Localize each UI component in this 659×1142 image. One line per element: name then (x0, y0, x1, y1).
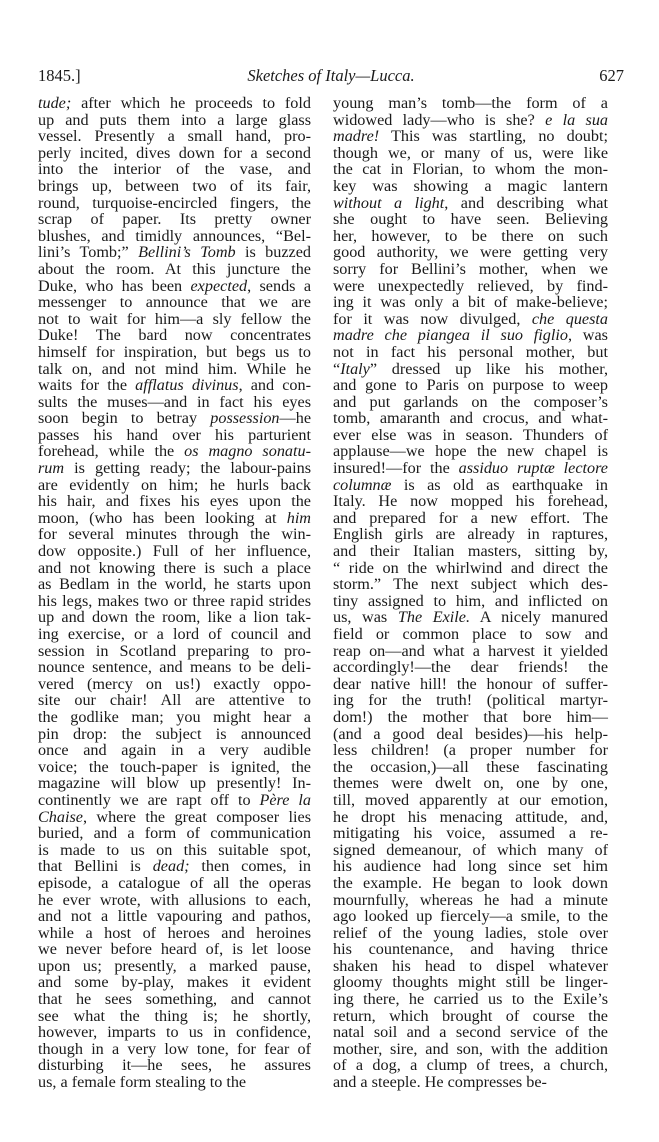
text-line (38, 327, 311, 344)
line-text: his audience had long since set him (333, 857, 608, 876)
line-text: ing for the truth! (political martyr- (333, 691, 608, 710)
text-line (38, 427, 311, 444)
text-line (38, 195, 311, 212)
line-text: messenger to announce that we are (38, 293, 311, 312)
line-text: forehead, while the (38, 442, 185, 461)
text-line (333, 443, 608, 460)
text-line (333, 626, 608, 643)
text-line (333, 228, 608, 245)
text-line (38, 825, 311, 842)
italic-text: expected (190, 276, 248, 295)
line-text: into the interior of the vase, and (38, 160, 311, 179)
text-line (333, 974, 608, 991)
text-line (333, 311, 608, 328)
text-line (333, 842, 608, 859)
line-text: and a steeple. He compresses be- (333, 1073, 547, 1092)
line-text: accordingly!—the dear friends! the (333, 658, 608, 677)
text-line (333, 709, 608, 726)
right-column (333, 95, 608, 1091)
line-text: the occasion,)—all these fascinating (333, 757, 608, 776)
line-text: and prepared for a new effort. The (333, 508, 608, 527)
text-line (38, 775, 311, 792)
italic-text: tude; (38, 94, 72, 112)
text-line (38, 211, 311, 228)
text-line (38, 875, 311, 892)
text-line (333, 609, 608, 626)
line-text: , where the great composer lies (82, 807, 311, 826)
line-text: ago looked up fiercely—a smile, to the (333, 907, 608, 926)
line-text: magazine will blow up presently! In- (38, 774, 311, 793)
line-text: is buzzed (235, 243, 311, 262)
line-text: scrap of paper. Its pretty owner (38, 210, 311, 229)
italic-text: Bellini’s Tomb (138, 243, 236, 262)
left-column (38, 95, 311, 1091)
header-title: Sketches of Italy—Lucca. (247, 66, 415, 85)
text-line (38, 974, 311, 991)
line-text: Duke, who has been (38, 276, 191, 295)
line-text: relief of the young ladies, stole over (333, 923, 608, 942)
text-line (333, 344, 608, 361)
line-text: lini’s Tomb;” (38, 243, 139, 262)
line-text: episode, a catalogue of all the operas (38, 873, 311, 892)
text-line (333, 377, 608, 394)
line-text: then comes, in (189, 857, 311, 876)
text-line (38, 609, 311, 626)
text-line (38, 676, 311, 693)
text-line (38, 128, 311, 145)
text-line (38, 593, 311, 610)
text-line (333, 593, 608, 610)
text-line (38, 543, 311, 560)
line-text: “ (333, 359, 341, 378)
text-line (38, 626, 311, 643)
text-line (38, 443, 311, 460)
line-text: soon begin to betray (38, 409, 211, 428)
line-text: dom!) the mother that bore him— (333, 707, 608, 726)
line-text: “ ride on the whirlwind and direct the (333, 558, 608, 577)
line-text: is as old as earthquake in (391, 475, 608, 494)
line-text: his hair, and fixes his eyes upon the (38, 492, 311, 511)
line-text: that Bellini is (38, 857, 153, 876)
text-line (38, 858, 311, 875)
line-text: mournfully, whereas he had a minute (333, 890, 608, 909)
line-text: and gone to Paris on purpose to weep (333, 376, 608, 395)
line-text: reap on—and what a harvest it yielded (333, 641, 608, 660)
line-text: see what the thing is; he shortly, (38, 1006, 311, 1025)
line-text: session in Scotland preparing to pro- (38, 641, 311, 660)
page-number: 627 (599, 66, 624, 85)
text-line (333, 327, 608, 344)
line-text: and some by-play, makes it evident (38, 973, 311, 992)
italic-text: os magno sonatu- (184, 442, 311, 461)
line-text: , and describing what (444, 193, 608, 212)
text-line (333, 1041, 608, 1058)
text-line (38, 510, 311, 527)
line-text: his countenance, and having thrice (333, 940, 608, 959)
line-text: his legs, makes two or three rapid strides (38, 591, 311, 610)
line-text: shaken his head to dispel whatever (333, 956, 608, 975)
line-text: dow opposite.) Full of her influence, (38, 542, 311, 561)
text-line (333, 493, 608, 510)
line-text: the cat in Florian, to whom the mon- (333, 160, 608, 179)
text-line (38, 377, 311, 394)
text-line (38, 1074, 311, 1091)
line-text: once and again in a very audible (38, 741, 311, 760)
text-line (38, 145, 311, 162)
line-text: , and con- (238, 376, 311, 395)
line-text: English girls are already in raptures, (333, 525, 608, 544)
line-text: and not knowing there is such a place (38, 558, 311, 577)
text-line (38, 228, 311, 245)
line-text: vered (mercy on us!) exactly oppo- (38, 674, 311, 693)
line-text: This was startling, no doubt; (379, 127, 608, 146)
text-line (38, 294, 311, 311)
line-text: A nicely manured (470, 608, 608, 627)
text-line (38, 1008, 311, 1025)
line-text: not in fact his personal mother, but (333, 342, 608, 361)
text-line (38, 576, 311, 593)
line-text: and put garlands on the composer’s (333, 392, 608, 411)
line-text: are evidently on him; he hurls back (38, 475, 311, 494)
line-text: about the room. At this juncture the (38, 259, 311, 278)
text-line (38, 692, 311, 709)
text-line (38, 410, 311, 427)
line-text: —he (279, 409, 311, 428)
text-line (333, 477, 608, 494)
text-line (333, 742, 608, 759)
text-line (38, 759, 311, 776)
line-text: though we, or many of us, were like (333, 143, 608, 162)
line-text: for it was now divulged, (333, 309, 532, 328)
text-line (333, 792, 608, 809)
text-line (38, 941, 311, 958)
line-text: young man’s tomb—the form of a (333, 94, 608, 112)
italic-text: rum (38, 459, 65, 478)
text-line (333, 825, 608, 842)
text-line (333, 941, 608, 958)
line-text: key was showing a magic lantern (333, 176, 608, 195)
text-line (38, 161, 311, 178)
line-text: we never before heard of, is let loose (38, 940, 311, 959)
line-text: insured!—for the (333, 459, 459, 478)
line-text: up and puts them into a large glass (38, 110, 311, 129)
line-text: of a dog, a clump of trees, a church, (333, 1056, 608, 1075)
text-line (333, 394, 608, 411)
text-line (38, 560, 311, 577)
line-text: Italy. He now mopped his forehead, (333, 492, 608, 511)
line-text: moon, (who has been looking at (38, 508, 287, 527)
italic-text: afflatus divinus (135, 376, 239, 395)
text-line (333, 278, 608, 295)
text-line (333, 543, 608, 560)
text-line (333, 759, 608, 776)
text-line (333, 858, 608, 875)
text-line (333, 1024, 608, 1041)
line-text: she ought to have seen. Believing (333, 210, 608, 229)
line-text: were unexpectedly relieved, by find- (333, 276, 608, 295)
line-text: mother, sire, and son, with the addition (333, 1039, 608, 1058)
text-line (333, 244, 608, 261)
line-text: , sends a (247, 276, 311, 295)
line-text: up and down the room, like a lion tak- (38, 608, 311, 627)
line-text: mitigating his voice, assumed a re- (333, 824, 608, 843)
line-text: passes his hand over his parturient (38, 425, 311, 444)
text-line (38, 809, 311, 826)
line-text: waits for the (38, 376, 136, 395)
header-date: 1845.] (38, 66, 81, 85)
line-text: upon us; presently, a marked pause, (38, 956, 311, 975)
line-text: ing it was only a bit of make-believe; (333, 293, 608, 312)
line-text: and not a little vapouring and pathos, (38, 907, 311, 926)
line-text: round, turquoise-encircled fingers, the (38, 193, 311, 212)
line-text: however, imparts to us in confidence, (38, 1023, 311, 1042)
text-line (333, 112, 608, 129)
text-line (38, 344, 311, 361)
text-line (333, 211, 608, 228)
line-text: dear native hill! the honour of suffer- (333, 674, 608, 693)
italic-text: che questa (531, 309, 608, 328)
text-line (333, 925, 608, 942)
line-text: voice; the touch-paper is ignited, the (38, 757, 311, 776)
line-text: himself for inspiration, but begs us to (38, 342, 311, 361)
line-text: ing there, he carried us to the Exile’s (333, 990, 608, 1009)
text-line (333, 809, 608, 826)
italic-text: assiduo ruptæ lectore (458, 459, 608, 478)
text-line (333, 726, 608, 743)
text-line (333, 692, 608, 709)
line-text: is made to us on this suitable spot, (38, 840, 311, 859)
line-text: themes were dwelt on, one by one, (333, 774, 608, 793)
line-text: sorry for Bellini’s mother, when we (333, 259, 608, 278)
italic-text: possession (210, 409, 280, 428)
text-line (38, 493, 311, 510)
line-text: is getting ready; the labour-pains (64, 459, 311, 478)
text-line (333, 195, 608, 212)
text-line (38, 892, 311, 909)
line-text: for several minutes through the win- (38, 525, 311, 544)
text-line (38, 178, 311, 195)
line-text: widowed lady—who is she? (333, 110, 546, 129)
text-line (38, 1057, 311, 1074)
text-line (333, 659, 608, 676)
text-line (333, 460, 608, 477)
line-text: till, moved apparently at our emotion, (333, 790, 608, 809)
line-text: less children! (a proper number for (333, 741, 608, 760)
text-line (38, 244, 311, 261)
line-text: the example. He began to look down (333, 873, 608, 892)
text-line (38, 842, 311, 859)
text-line (38, 742, 311, 759)
line-text: while a host of heroes and heroines (38, 923, 311, 942)
text-line (333, 1074, 608, 1091)
line-text: he ever wrote, with allusions to each, (38, 890, 311, 909)
text-line (333, 775, 608, 792)
text-line (38, 1024, 311, 1041)
text-line (333, 643, 608, 660)
text-line (333, 892, 608, 909)
text-line (38, 477, 311, 494)
line-text: pin drop: the subject is announced (38, 724, 311, 743)
text-line (38, 278, 311, 295)
line-text: talk on, and not mind him. While he (38, 359, 311, 378)
text-line (333, 410, 608, 427)
line-text: ever else was in season. Thunders of (333, 425, 608, 444)
line-text: signed demeanour, of which many of (333, 840, 608, 859)
text-line (333, 361, 608, 378)
italic-text: e la sua (545, 110, 609, 129)
text-line (333, 161, 608, 178)
text-line (333, 991, 608, 1008)
line-text: continently we are rapt off to (38, 790, 260, 809)
text-line (38, 908, 311, 925)
line-text: brings up, between two of its fair, (38, 176, 311, 195)
text-line (38, 709, 311, 726)
line-text: nounce sentence, and means to be deli- (38, 658, 311, 677)
text-line (38, 394, 311, 411)
text-line (333, 526, 608, 543)
text-line (333, 908, 608, 925)
text-line (38, 726, 311, 743)
line-text: return, which brought of course the (333, 1006, 608, 1025)
line-text: applause—we hope the new chapel is (333, 442, 608, 461)
line-text: Duke! The bard now concentrates (38, 326, 311, 345)
text-line (333, 145, 608, 162)
italic-text: Père la (259, 790, 311, 809)
line-text: he dropt his menacing attitude, and, (333, 807, 608, 826)
text-line (38, 311, 311, 328)
text-line (38, 460, 311, 477)
running-header (38, 66, 624, 88)
line-text: storm.” The next subject which des- (333, 575, 608, 594)
text-line (38, 991, 311, 1008)
line-text: disturbing it—he sees, he assures (38, 1056, 311, 1075)
text-line (333, 261, 608, 278)
text-line (333, 676, 608, 693)
text-line (38, 958, 311, 975)
text-line (333, 510, 608, 527)
italic-text: madre che piangea il suo figlio (333, 326, 568, 345)
text-line (333, 560, 608, 577)
line-text: after which he proceeds to fold (71, 94, 311, 112)
text-line (333, 576, 608, 593)
line-text: natal soil and a second service of the (333, 1023, 608, 1042)
text-line (333, 95, 608, 112)
italic-text: The Exile. (397, 608, 471, 627)
line-text: sults the muses—and in fact his eyes (38, 392, 311, 411)
text-line (38, 643, 311, 660)
line-text: that he sees something, and cannot (38, 990, 311, 1009)
text-line (38, 659, 311, 676)
text-line (333, 1057, 608, 1074)
text-line (333, 958, 608, 975)
line-text: ” dressed up like his mother, (369, 359, 608, 378)
line-text: us, a female form stealing to the (38, 1073, 247, 1092)
text-line (38, 792, 311, 809)
line-text: gloomy thoughts might still be linger- (333, 973, 608, 992)
line-text: buried, and a form of communication (38, 824, 311, 843)
text-line (333, 427, 608, 444)
line-text: vessel. Presently a small hand, pro- (38, 127, 311, 146)
line-text: us, was (333, 608, 398, 627)
italic-text: madre! (333, 127, 380, 146)
text-line (333, 1008, 608, 1025)
text-line (333, 128, 608, 145)
text-line (38, 526, 311, 543)
text-line (38, 361, 311, 378)
line-text: ing exercise, or a lord of council and (38, 625, 311, 643)
text-line (38, 261, 311, 278)
line-text: site our chair! All are attentive to (38, 691, 311, 710)
text-line (38, 925, 311, 942)
italic-text: him (286, 508, 311, 527)
line-text: (and a good deal besides)—his help- (333, 724, 608, 743)
line-text: tiny assigned to him, and inflicted on (333, 591, 608, 610)
line-text: though in a very low tone, for fear of (38, 1039, 311, 1058)
line-text: her, however, to be there on such (333, 226, 608, 245)
line-text: blushes, and timidly announces, “Bel- (38, 226, 311, 245)
line-text: as Bedlam in the world, he starts upon (38, 575, 311, 594)
italic-text: without a light (333, 193, 445, 212)
line-text: , was (567, 326, 608, 345)
line-text: the godlike man; you might hear a (38, 707, 311, 726)
italic-text: columnæ (333, 475, 392, 494)
line-text: and their Italian masters, sitting by, (333, 542, 608, 561)
text-line (333, 875, 608, 892)
italic-text: dead; (152, 857, 190, 876)
line-text: tomb, amaranth and crocus, and what- (333, 409, 608, 428)
text-line (333, 294, 608, 311)
text-line (38, 1041, 311, 1058)
text-line (333, 178, 608, 195)
line-text: perly incited, dives down for a second (38, 143, 311, 162)
line-text: good authority, we were getting very (333, 243, 608, 262)
italic-text: Italy (340, 359, 370, 378)
text-line (38, 95, 311, 112)
line-text: not to wait for him—a sly fellow the (38, 309, 311, 328)
line-text: field or common place to sow and (333, 625, 608, 643)
italic-text: Chaise (38, 807, 83, 826)
text-line (38, 112, 311, 129)
